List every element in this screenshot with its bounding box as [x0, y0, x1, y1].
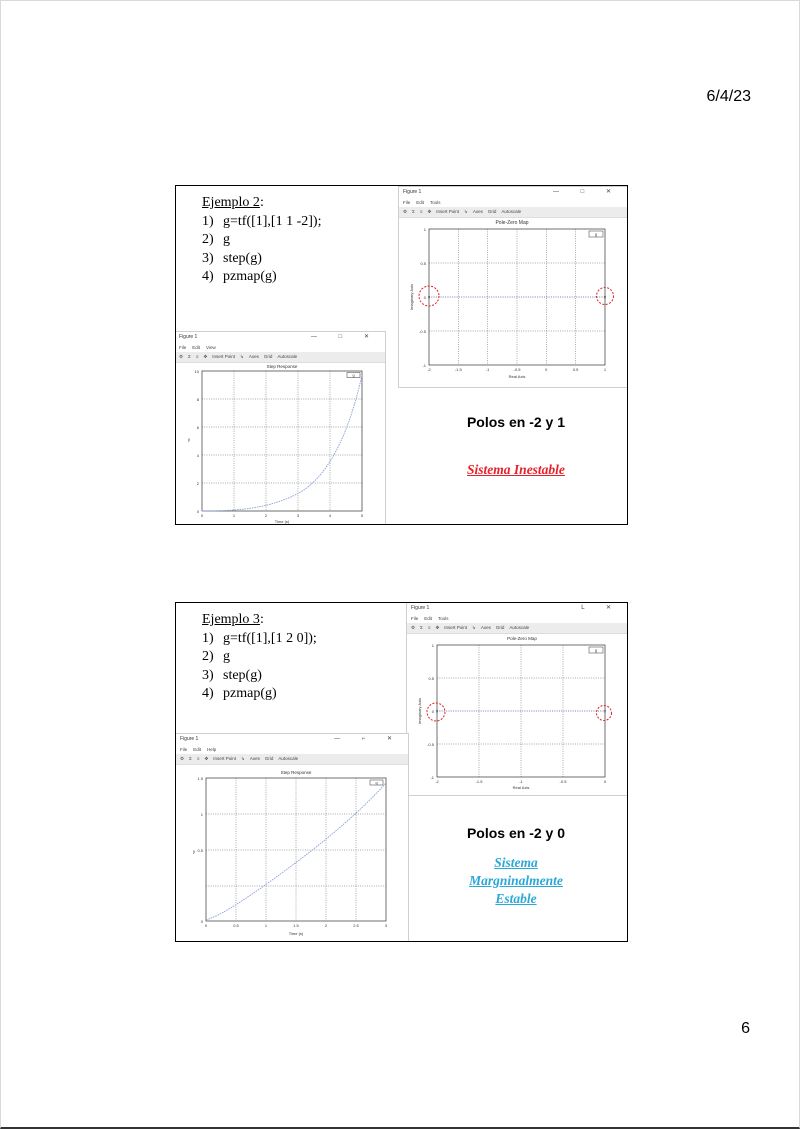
- window-controls[interactable]: — □ ✕: [553, 189, 621, 195]
- step-number: 1): [202, 630, 214, 646]
- step-number: 3): [202, 250, 214, 266]
- step-number: 1): [202, 213, 214, 229]
- pole-highlight-overlay: [398, 186, 626, 386]
- step-plot-svg: [175, 363, 385, 525]
- step-text: pzmap(g): [223, 269, 277, 284]
- figure-toolbar: [176, 754, 408, 765]
- x-tick: 1.5: [293, 923, 299, 928]
- step-number: 4): [202, 269, 214, 284]
- y-tick: 0.5: [420, 261, 426, 266]
- step-plot: [175, 363, 385, 525]
- y-axis-label: y: [187, 437, 191, 442]
- y-axis-label: y: [192, 849, 196, 854]
- step-item: [202, 231, 321, 250]
- list-icon[interactable]: ≡: [196, 756, 200, 761]
- pan-icon[interactable]: ✥: [427, 209, 432, 214]
- x-tick-labels: [205, 923, 388, 928]
- x-tick: -1.5: [475, 779, 483, 784]
- step-number: 4): [202, 686, 214, 701]
- menu-view[interactable]: View: [206, 345, 216, 350]
- example-colon: :: [259, 612, 264, 627]
- poles-text: Polos en -2 y 0: [466, 825, 566, 841]
- step-item: [202, 648, 317, 667]
- window-controls[interactable]: — ⌐ ✕: [334, 736, 402, 742]
- y-tick-labels: [195, 369, 200, 514]
- step-item: [202, 213, 321, 232]
- x-tick: 0: [545, 367, 548, 372]
- y-tick: 0: [431, 709, 434, 714]
- x-axis-label: Time (s): [288, 931, 304, 936]
- axes-button[interactable]: Axes: [249, 756, 260, 761]
- page-date: 6/4/23: [706, 88, 751, 105]
- x-tick: 1: [264, 923, 268, 928]
- slide-ejemplo-2: [175, 185, 628, 525]
- insert-point-button[interactable]: Insert Point: [213, 756, 237, 761]
- step-item: [202, 667, 317, 686]
- y-tick: 4: [196, 453, 199, 458]
- menu-file[interactable]: File: [411, 616, 419, 621]
- x-tick: 1: [232, 513, 236, 518]
- step-text: step(g): [223, 667, 262, 683]
- list-icon[interactable]: ≡: [195, 354, 199, 359]
- plot-title: Pole-Zero Map: [495, 220, 529, 226]
- grid-button[interactable]: Grid: [487, 209, 497, 214]
- window-controls[interactable]: L ✕: [581, 605, 621, 611]
- y-tick: 0: [200, 919, 203, 924]
- axes-button[interactable]: Axes: [248, 354, 259, 359]
- step-text: g: [223, 232, 230, 247]
- y-tick: 0: [423, 295, 426, 300]
- x-axis-label: Real Axis: [512, 785, 530, 790]
- pan-icon[interactable]: ✥: [203, 354, 208, 359]
- steps-list: [202, 213, 321, 287]
- step-figure-window: [175, 331, 386, 525]
- axes-button[interactable]: Axes: [480, 625, 491, 630]
- step-number: 2): [202, 232, 214, 247]
- zoom-icon[interactable]: Σ: [420, 625, 423, 630]
- menu-tools[interactable]: Tools: [430, 200, 441, 205]
- example-block: [202, 611, 317, 704]
- system-line: Estable: [495, 891, 537, 906]
- zoom-icon[interactable]: Σ: [189, 756, 192, 761]
- step-text: g=tf([1],[1 2 0]);: [223, 630, 317, 646]
- settings-icon[interactable]: ⚙: [179, 354, 184, 359]
- cursor-icon[interactable]: ↳: [240, 354, 244, 359]
- x-tick: 0.5: [233, 923, 239, 928]
- y-tick: 0.5: [197, 848, 203, 853]
- menu-file[interactable]: File: [180, 747, 188, 752]
- window-title: Figure 1: [411, 605, 430, 611]
- system-line: Margninalmente: [469, 873, 563, 888]
- step-text: pzmap(g): [223, 686, 277, 701]
- x-tick: -1: [485, 367, 490, 372]
- settings-icon[interactable]: ⚙: [411, 625, 416, 630]
- window-title: Figure 1: [180, 736, 199, 742]
- pole-highlight-circle: [419, 286, 439, 306]
- example-block: [202, 194, 321, 287]
- plot-title: Step Response: [280, 770, 312, 775]
- x-tick: 3: [296, 513, 300, 518]
- y-tick: 8: [196, 397, 199, 402]
- axes-button[interactable]: Axes: [472, 209, 483, 214]
- y-tick: 0.5: [428, 676, 434, 681]
- zoom-icon[interactable]: Σ: [412, 209, 415, 214]
- step-text: g: [223, 649, 230, 664]
- pole-marker: ×: [427, 295, 431, 301]
- zoom-icon[interactable]: Σ: [188, 354, 191, 359]
- step-number: 3): [202, 667, 214, 683]
- x-tick: 0: [200, 513, 204, 518]
- autoscale-button[interactable]: Autoscale: [277, 354, 298, 359]
- list-icon[interactable]: ≡: [427, 625, 431, 630]
- step-text: step(g): [223, 250, 262, 266]
- settings-icon[interactable]: ⚙: [180, 756, 185, 761]
- grid-button[interactable]: Grid: [495, 625, 505, 630]
- cursor-icon[interactable]: ↳: [472, 625, 476, 630]
- y-axis-label: Imaginary Axis: [409, 283, 414, 311]
- steps-list: [202, 630, 317, 704]
- plot-frame: [202, 371, 362, 511]
- menu-file[interactable]: File: [403, 200, 411, 205]
- example-title: Ejemplo 2: [202, 195, 260, 210]
- legend-label: g: [375, 780, 378, 785]
- x-axis-label: Time (s): [274, 519, 290, 524]
- x-tick: -0.5: [513, 367, 521, 372]
- system-classification: [432, 854, 600, 908]
- step-text: g=tf([1],[1 1 -2]);: [223, 213, 322, 229]
- x-tick: -2: [435, 779, 439, 784]
- menu-bar: [175, 343, 385, 352]
- pole-marker: ×: [603, 709, 607, 715]
- x-tick: 2: [324, 923, 328, 928]
- pan-icon[interactable]: ✥: [435, 625, 440, 630]
- y-tick: 0: [196, 509, 199, 514]
- step-plot: [176, 765, 408, 942]
- x-tick: 1: [603, 367, 607, 372]
- autoscale-button[interactable]: Autoscale: [278, 756, 299, 761]
- pole-highlight-circle: [597, 706, 612, 721]
- y-tick: 1: [200, 812, 203, 817]
- pole-highlight-overlay: [406, 603, 628, 795]
- y-tick-labels: [197, 776, 203, 924]
- y-tick: 2: [196, 481, 199, 486]
- step-plot-svg: [176, 765, 408, 942]
- plot-title: Pole-Zero Map: [507, 636, 537, 641]
- y-tick: 1.5: [197, 776, 203, 781]
- x-axis-label: Real Axis: [508, 374, 526, 379]
- slide-ejemplo-3: [175, 602, 628, 942]
- step-number: 2): [202, 649, 214, 664]
- pole-highlight-circle: [427, 703, 445, 721]
- x-tick: -1.5: [454, 367, 462, 372]
- y-tick: -1: [422, 363, 426, 368]
- legend-label: g: [352, 373, 355, 378]
- window-title: Figure 1: [403, 189, 422, 195]
- grid-button[interactable]: Grid: [263, 354, 273, 359]
- window-controls[interactable]: — □ ✕: [311, 334, 379, 340]
- pole-highlight-circle: [597, 288, 614, 305]
- menu-tools[interactable]: Tools: [438, 616, 449, 621]
- x-tick: -0.5: [559, 779, 567, 784]
- cursor-icon[interactable]: ↳: [241, 756, 245, 761]
- pole-marker: ×: [603, 295, 607, 301]
- grid-button[interactable]: Grid: [264, 756, 274, 761]
- y-tick: 1: [431, 643, 434, 648]
- window-titlebar: [175, 332, 385, 343]
- x-tick: -2: [427, 367, 431, 372]
- y-tick: -0.5: [427, 742, 434, 747]
- step-item: [202, 630, 317, 649]
- settings-icon[interactable]: ⚙: [403, 209, 408, 214]
- x-tick: 4: [328, 513, 332, 518]
- y-tick: 10: [194, 369, 199, 374]
- legend-label: g: [594, 647, 598, 653]
- autoscale-button[interactable]: Autoscale: [509, 625, 530, 630]
- insert-point-button[interactable]: Insert Point: [444, 625, 468, 630]
- legend-label: g: [594, 231, 598, 237]
- example-title: Ejemplo 3: [202, 612, 260, 627]
- step-item: [202, 685, 317, 704]
- x-tick: 0: [603, 779, 607, 784]
- x-tick: -1: [519, 779, 523, 784]
- x-tick: 3: [384, 923, 388, 928]
- step-figure-window: [176, 733, 409, 942]
- menu-edit[interactable]: Edit: [424, 616, 433, 621]
- x-tick-labels: [201, 513, 364, 518]
- plot-title: Step Response: [266, 364, 298, 369]
- menu-help[interactable]: Help: [207, 747, 217, 752]
- step-item: [202, 268, 321, 287]
- insert-point-button[interactable]: Insert Point: [436, 209, 460, 214]
- list-icon[interactable]: ≡: [419, 209, 423, 214]
- y-tick: -0.5: [419, 329, 426, 334]
- pan-icon[interactable]: ✥: [204, 756, 209, 761]
- menu-edit[interactable]: Edit: [193, 747, 202, 752]
- x-tick: 0.5: [572, 367, 579, 372]
- menu-file[interactable]: File: [179, 345, 187, 350]
- menu-edit[interactable]: Edit: [416, 200, 425, 205]
- x-tick: 2.5: [353, 923, 359, 928]
- system-line: Sistema: [494, 855, 538, 870]
- pole-marker: ×: [435, 709, 439, 715]
- cursor-icon[interactable]: ↳: [464, 209, 468, 214]
- autoscale-button[interactable]: Autoscale: [501, 209, 522, 214]
- x-tick: 5: [360, 513, 364, 518]
- example-colon: :: [259, 195, 264, 210]
- menu-bar: [176, 745, 408, 754]
- y-tick: 1: [423, 227, 426, 232]
- figure-toolbar: [175, 352, 385, 363]
- window-titlebar: [176, 734, 408, 745]
- y-tick: 6: [196, 425, 199, 430]
- x-tick: 0: [204, 923, 208, 928]
- y-tick: -1: [430, 775, 434, 780]
- page-number: 6: [741, 1020, 750, 1037]
- x-tick: 2: [264, 513, 268, 518]
- insert-point-button[interactable]: Insert Point: [212, 354, 236, 359]
- menu-edit[interactable]: Edit: [192, 345, 201, 350]
- step-item: [202, 250, 321, 269]
- poles-text: Polos en -2 y 1: [466, 414, 566, 430]
- window-title: Figure 1: [179, 334, 198, 340]
- y-axis-label: Imaginary Axis: [417, 697, 422, 725]
- system-classification: Sistema Inestable: [467, 462, 565, 477]
